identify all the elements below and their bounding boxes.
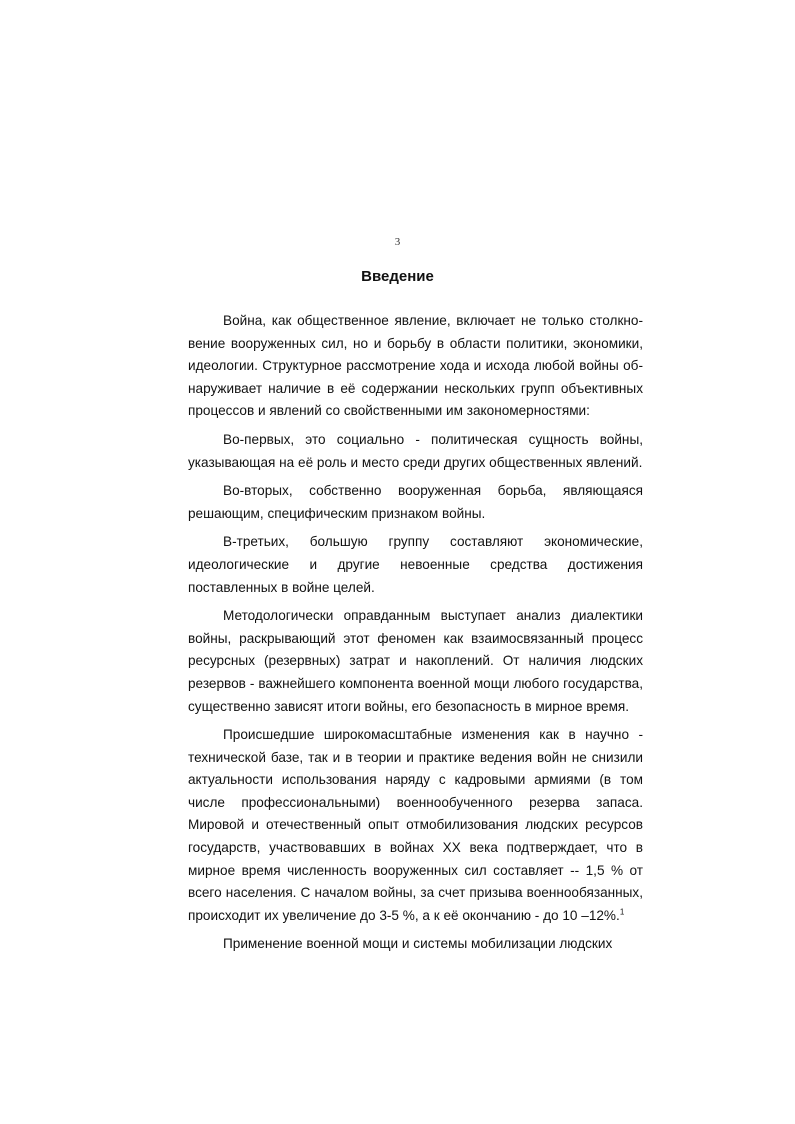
paragraph-5: Методологически оправданным выступает анализ диалектики войны, раскрывающий этот феномен как взаимосвязанный процесс ресурсных (резервных) затрат и накоплений. От наличия людских резервов - важнейшего компонента военной мощи любого государства, существенно зависят итоги войны, его безопасность в мирное время. xyxy=(188,608,643,714)
paragraph-3: Во-вторых, собственно вооруженная борьба, являющаяся решающим, специфическим признаком войны. xyxy=(188,483,643,521)
page-title: Введение xyxy=(361,268,434,285)
paragraph-7: Применение военной мощи и системы мобилизации людских xyxy=(223,936,613,952)
body-text xyxy=(188,310,643,962)
footnote-marker[interactable]: 1 xyxy=(619,907,625,917)
paragraph-4: В-третьих, большую группу составляют экономические, идеологические и другие невоенные средства достижения поставленных в войне целей. xyxy=(188,534,643,595)
paragraph-1: Война, как общественное явление, включает не только столкно-вение вооруженных сил, но и борьбу в области политики, экономики, идеологии. Структурное рассмотрение хода и исхода любой войны об-наруживает наличие в её содержании нескольких групп объективных процессов и явлений со свойственными им закономерностями: xyxy=(188,313,643,419)
paragraph-6 xyxy=(188,724,643,927)
paragraph-2: Во-первых, это социально - политическая сущность войны, указывающая на её роль и место среди других общественных явлений. xyxy=(188,431,643,470)
paragraph-6-text: Происшедшие широкомасштабные изменения как в научно - технической базе, так и в теории и практике ведения войн не снизили актуальности использования наряду с кадровыми армиями (в том числе профессиональными) военнообученного резерва запаса. Мировой и отечественный опыт отмобилизования людских ресурсов государств, участвовавших в войнах XX века подтверждает, что в мирное время численность вооруженных сил составляет -- 1,5 % от всего населения. С началом войны, за счет призыва военнообязанных, происходит их увеличение до 3-5 %, а к её окончанию - до 10 –12%. xyxy=(188,727,643,923)
page-number: 3 xyxy=(394,236,401,248)
